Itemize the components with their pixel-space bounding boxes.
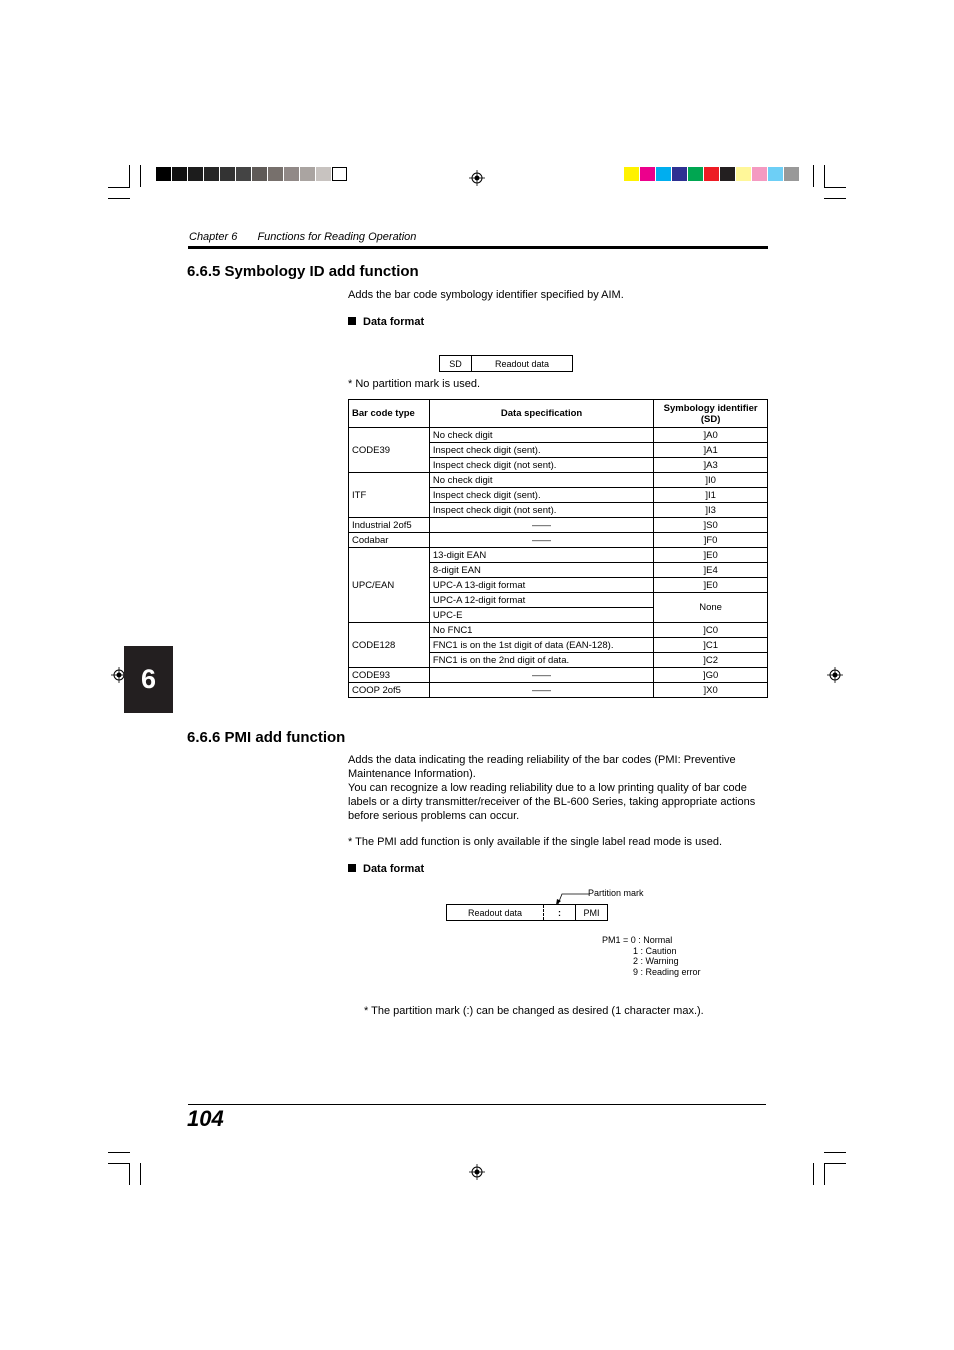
sd-cell: ]S0 [654, 518, 768, 533]
gray-swatch [204, 167, 219, 181]
spec-cell: No check digit [429, 473, 653, 488]
gray-swatch [156, 167, 171, 181]
type-cell: CODE39 [349, 428, 430, 473]
pmi-legend-item: PM1 = 0 : Normal [602, 935, 673, 945]
type-cell: Industrial 2of5 [349, 518, 430, 533]
format-cell-readout: Readout data [494, 358, 550, 369]
table-row [349, 548, 768, 563]
spec-cell: Inspect check digit (not sent). [429, 458, 653, 473]
gray-swatch [284, 167, 299, 181]
sd-cell: None [654, 593, 768, 623]
spec-cell: No FNC1 [429, 623, 653, 638]
page-number: 104 [187, 1106, 224, 1131]
sd-cell: ]C1 [654, 638, 768, 653]
pmi-legend-item: 1 : Caution [633, 945, 677, 956]
col-header-sd: Symbology identifier (SD) [654, 400, 768, 428]
spec-cell: UPC-E [429, 608, 653, 623]
type-cell: ITF [349, 473, 430, 518]
spec-cell: No check digit [429, 428, 653, 443]
spec-cell: —— [429, 683, 653, 698]
color-swatch [720, 167, 735, 181]
section-heading-symbology: 6.6.5 Symbology ID add function [187, 263, 419, 280]
spec-cell: Inspect check digit (sent). [429, 443, 653, 458]
gray-swatch [188, 167, 203, 181]
sd-cell: ]E0 [654, 548, 768, 563]
gray-swatch [268, 167, 283, 181]
sd-cell: ]X0 [654, 683, 768, 698]
col-header-spec: Data specification [429, 400, 653, 428]
spec-cell: Inspect check digit (not sent). [429, 503, 653, 518]
format-cell-partition: : [544, 905, 576, 920]
data-format-label: Data format [363, 863, 425, 875]
spec-cell: 13-digit EAN [429, 548, 653, 563]
sd-cell: ]A1 [654, 443, 768, 458]
section-heading-pmi: 6.6.6 PMI add function [187, 729, 346, 746]
data-format-heading [348, 316, 424, 330]
table-row [349, 533, 768, 548]
sd-cell: ]I0 [654, 473, 768, 488]
sd-cell: ]A3 [654, 458, 768, 473]
table-row [349, 623, 768, 638]
format-cell-pmi: PMI [583, 907, 600, 918]
table-row [349, 683, 768, 698]
data-format-label: Data format [363, 316, 425, 328]
spec-cell: FNC1 is on the 2nd digit of data. [429, 653, 653, 668]
spec-cell: —— [429, 668, 653, 683]
col-header-type: Bar code type [349, 400, 430, 428]
registration-mark-icon [827, 667, 843, 683]
gray-swatch [172, 167, 187, 181]
color-swatch [656, 167, 671, 181]
chapter-tab: 6 [124, 646, 173, 713]
gray-swatch [220, 167, 235, 181]
color-swatch [768, 167, 783, 181]
pmi-paragraph-1: Adds the data indicating the reading reliability of the bar codes (PMI: Preventive Maintenance Information). [348, 754, 736, 780]
pmi-paragraph-2: You can recognize a low reading reliability due to a low printing quality of bar code labels or a dirty transmitter/receiver of the BL-600 Series, taking appropriate actions before serious problems can occur. [348, 782, 756, 822]
pmi-legend-item: 9 : Reading error [633, 966, 701, 977]
gray-swatch [300, 167, 315, 181]
spec-cell: 8-digit EAN [429, 563, 653, 578]
format-cell-readout: Readout data [447, 905, 544, 920]
gray-swatch [332, 167, 347, 181]
sd-cell: ]I1 [654, 488, 768, 503]
color-swatch [640, 167, 655, 181]
gray-swatch [316, 167, 331, 181]
header-rule [188, 246, 768, 249]
symbology-table [348, 399, 768, 698]
sd-cell: ]G0 [654, 668, 768, 683]
spec-cell: UPC-A 13-digit format [429, 578, 653, 593]
spec-cell: Inspect check digit (sent). [429, 488, 653, 503]
gray-swatch [252, 167, 267, 181]
footer-rule [188, 1104, 766, 1105]
bullet-square-icon [348, 317, 356, 325]
color-swatch [704, 167, 719, 181]
format-cell-sd: SD [440, 356, 472, 371]
type-cell: Codabar [349, 533, 430, 548]
color-swatch [752, 167, 767, 181]
sd-cell: ]C0 [654, 623, 768, 638]
registration-mark-icon [469, 170, 485, 186]
table-row [349, 428, 768, 443]
sd-cell: ]A0 [654, 428, 768, 443]
symbology-format-diagram [439, 355, 573, 372]
running-header [189, 231, 416, 243]
sd-cell: ]I3 [654, 503, 768, 518]
type-cell: CODE93 [349, 668, 430, 683]
gray-swatch [236, 167, 251, 181]
section-intro: Adds the bar code symbology identifier specified by AIM. [348, 289, 624, 301]
sd-cell: ]F0 [654, 533, 768, 548]
pmi-legend [602, 935, 701, 977]
sd-cell: ]E0 [654, 578, 768, 593]
pmi-note: * The PMI add function is only available if the single label read mode is used. [348, 836, 723, 848]
color-swatch [736, 167, 751, 181]
partition-mark-label: Partition mark [588, 888, 644, 898]
type-cell: CODE128 [349, 623, 430, 668]
table-header-row [349, 400, 768, 428]
sd-cell: ]E4 [654, 563, 768, 578]
type-cell: UPC/EAN [349, 548, 430, 623]
color-swatch [784, 167, 799, 181]
color-swatch [624, 167, 639, 181]
pmi-legend-item: 2 : Warning [633, 956, 679, 967]
table-row [349, 473, 768, 488]
partition-footnote: * The partition mark (:) can be changed as desired (1 character max.). [364, 1005, 704, 1017]
type-cell: COOP 2of5 [349, 683, 430, 698]
table-row [349, 668, 768, 683]
chapter-title: Functions for Reading Operation [257, 231, 417, 243]
pmi-format-diagram [446, 904, 608, 921]
sd-cell: ]C2 [654, 653, 768, 668]
bullet-square-icon [348, 864, 356, 872]
spec-cell: UPC-A 12-digit format [429, 593, 653, 608]
chapter-label: Chapter 6 [189, 231, 238, 243]
spec-cell: —— [429, 533, 653, 548]
spec-cell: —— [429, 518, 653, 533]
registration-mark-icon [469, 1164, 485, 1180]
color-swatch [672, 167, 687, 181]
table-row [349, 518, 768, 533]
color-swatch [688, 167, 703, 181]
no-partition-note: * No partition mark is used. [348, 378, 481, 390]
spec-cell: FNC1 is on the 1st digit of data (EAN-128). [429, 638, 653, 653]
data-format-heading [348, 863, 424, 877]
